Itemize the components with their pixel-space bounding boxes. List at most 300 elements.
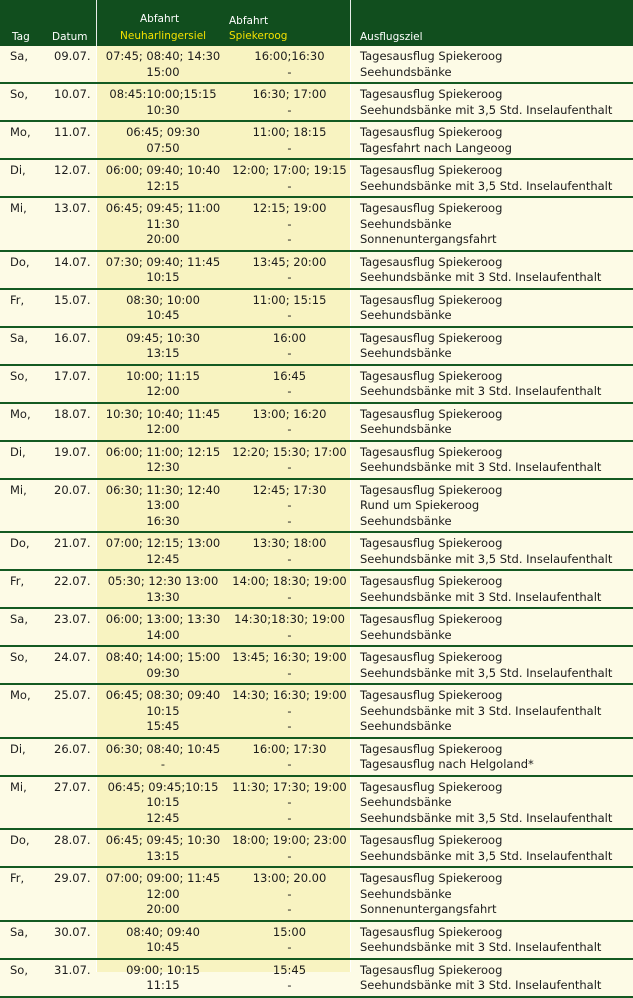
destination-line: Seehundsbänke	[360, 422, 452, 436]
table-row	[0, 198, 633, 252]
date-cell: 24.07.	[54, 650, 91, 664]
spiekeroog-departures-cell	[229, 125, 350, 156]
date-cell: 30.07.	[54, 924, 91, 939]
table-row	[0, 777, 633, 831]
departure-time-line: 10:15	[146, 703, 180, 718]
departure-time-line: 12:15	[146, 178, 180, 193]
departure-time-line: -	[287, 703, 292, 718]
destination-cell	[360, 125, 512, 156]
destination-cell	[360, 369, 601, 400]
neuharlingersiel-departures-cell	[97, 780, 229, 827]
spiekeroog-departures-cell	[229, 87, 350, 118]
header-spiekeroog: Spiekeroog	[229, 30, 288, 42]
neuharlingersiel-departures-cell	[97, 925, 229, 956]
date-cell: 14.07.	[54, 254, 91, 269]
destination-cell	[360, 49, 502, 80]
neuharlingersiel-departures-cell	[97, 688, 229, 735]
destination-line: Tagesausflug Spiekeroog	[360, 871, 503, 885]
departure-time-line: 05:30; 12:30 13:00	[107, 574, 219, 588]
departure-time-line: -	[287, 940, 292, 954]
header-tag: Tag	[12, 31, 30, 43]
header-abfahrt-neuharlingersiel: Abfahrt	[140, 13, 180, 25]
day-cell: Do,	[10, 833, 30, 847]
departure-time-line: -	[287, 978, 292, 992]
destination-line: Tagesausflug Spiekeroog	[360, 482, 503, 497]
departure-time-line: 07:00; 12:15; 13:00	[105, 536, 221, 550]
header-datum: Datum	[52, 31, 88, 43]
table-row	[0, 960, 633, 998]
day-cell: So,	[10, 650, 28, 664]
table-row	[0, 922, 633, 960]
spiekeroog-departures-cell	[229, 369, 350, 400]
date-cell: 11.07.	[54, 125, 91, 139]
departure-time-line: 18:00; 19:00; 23:00	[232, 833, 347, 847]
destination-line: Seehundsbänke	[360, 513, 452, 528]
neuharlingersiel-departures-cell	[97, 536, 229, 567]
destination-cell	[360, 445, 601, 476]
departure-time-line: -	[160, 757, 166, 771]
destination-cell	[360, 483, 502, 530]
departure-time-line: -	[287, 140, 292, 155]
date-cell: 22.07.	[54, 574, 91, 588]
destination-line: Tagesfahrt nach Langeoog	[360, 140, 512, 155]
table-row	[0, 685, 633, 739]
departure-time-line: 10:45	[146, 940, 180, 954]
date-cell: 28.07.	[54, 833, 91, 847]
table-row	[0, 366, 633, 404]
departure-time-line: 13:00; 16:20	[252, 406, 327, 421]
departure-time-line: -	[287, 627, 292, 642]
departure-time-line: 09:45; 10:30	[126, 330, 200, 345]
table-row	[0, 46, 633, 84]
neuharlingersiel-departures-cell	[97, 650, 229, 681]
departure-time-line: -	[287, 810, 292, 825]
departure-time-line: 11:00; 15:15	[252, 292, 327, 307]
departure-time-line: 13:15	[146, 346, 180, 360]
day-cell: Fr,	[10, 292, 25, 307]
destination-line: Tagesausflug Spiekeroog	[360, 444, 503, 459]
departure-time-line: -	[287, 64, 292, 79]
destination-line: Seehundsbänke	[360, 64, 452, 79]
departure-time-line: 10:30; 10:40; 11:45	[105, 406, 221, 421]
table-row	[0, 160, 633, 198]
table-body	[0, 46, 633, 998]
destination-cell	[360, 780, 612, 827]
destination-line: Tagesausflug Spiekeroog	[360, 924, 503, 939]
destination-cell	[360, 201, 502, 248]
spiekeroog-departures-cell	[229, 49, 350, 80]
departure-time-line: -	[287, 498, 292, 512]
day-cell: Di,	[10, 444, 26, 459]
departure-time-line: 12:00; 17:00; 19:15	[232, 163, 347, 177]
departure-time-line: -	[287, 102, 292, 117]
departure-time-line: 12:00	[146, 422, 180, 436]
destination-line: Tagesausflug Spiekeroog	[360, 779, 503, 794]
table-row	[0, 252, 633, 290]
destination-line: Tagesausflug Spiekeroog	[360, 368, 503, 383]
day-cell: Mi,	[10, 482, 27, 497]
destination-line: Tagesausflug Spiekeroog	[360, 163, 503, 177]
day-cell: Di,	[10, 163, 26, 177]
destination-line: Sonnenuntergangsfahrt	[360, 232, 497, 246]
departure-time-line: 06:00; 09:40; 10:40	[105, 163, 221, 177]
destination-line: Tagesausflug Spiekeroog	[360, 201, 503, 215]
departure-time-line: 14:00; 18:30; 19:00	[232, 574, 347, 588]
destination-line: Rund um Spiekeroog	[360, 498, 480, 512]
date-cell: 19.07.	[54, 444, 91, 459]
departure-time-line: 13:45; 20:00	[252, 254, 327, 269]
destination-line: Seehundsbänke	[360, 795, 452, 809]
departure-time-line: 06:00; 11:00; 12:15	[105, 444, 221, 459]
departure-time-line: -	[287, 719, 292, 733]
destination-line: Seehundsbänke mit 3 Std. Inselaufenthalt	[360, 940, 602, 954]
departure-time-line: -	[287, 308, 292, 322]
neuharlingersiel-departures-cell	[97, 742, 229, 773]
destination-line: Seehundsbänke	[360, 216, 452, 231]
date-cell: 29.07.	[54, 871, 91, 885]
table-row	[0, 328, 633, 366]
departure-time-line: 06:45; 09:45; 11:00	[105, 201, 221, 215]
destination-line: Tagesausflug Spiekeroog	[360, 574, 503, 588]
destination-line: Tagesausflug Spiekeroog	[360, 292, 503, 307]
departure-time-line: 12:20; 15:30; 17:00	[232, 444, 347, 459]
destination-line: Seehundsbänke mit 3,5 Std. Inselaufenthalt	[360, 551, 613, 566]
destination-line: Seehundsbänke mit 3,5 Std. Inselaufenthalt	[360, 102, 613, 117]
date-cell: 23.07.	[54, 612, 91, 626]
date-cell: 26.07.	[54, 741, 91, 756]
date-cell: 20.07.	[54, 482, 91, 497]
neuharlingersiel-departures-cell	[97, 612, 229, 643]
day-cell: Mi,	[10, 201, 27, 215]
destination-cell	[360, 871, 502, 918]
destination-cell	[360, 925, 601, 956]
spiekeroog-departures-cell	[229, 331, 350, 362]
table-row	[0, 290, 633, 328]
departure-time-line: 10:30	[146, 102, 180, 117]
departure-time-line: -	[287, 346, 292, 360]
day-cell: So,	[10, 368, 28, 383]
destination-line: Sonnenuntergangsfahrt	[360, 902, 497, 916]
destination-cell	[360, 536, 612, 567]
spiekeroog-departures-cell	[229, 574, 350, 605]
departure-time-line: 10:15	[146, 795, 180, 809]
day-cell: Mi,	[10, 779, 27, 794]
date-cell: 10.07.	[54, 87, 91, 101]
departure-time-line: 16:45	[272, 368, 307, 383]
departure-time-line: -	[287, 795, 292, 809]
destination-line: Seehundsbänke	[360, 627, 452, 642]
departure-time-line: 16:00;16:30	[254, 49, 325, 63]
departure-time-line: -	[287, 902, 292, 916]
neuharlingersiel-departures-cell	[97, 833, 229, 864]
departure-time-line: 14:30; 16:30; 19:00	[232, 688, 347, 702]
departure-time-line: 15:00	[272, 924, 307, 939]
neuharlingersiel-departures-cell	[97, 255, 229, 286]
day-cell: Do,	[10, 536, 30, 550]
day-cell: Sa,	[10, 924, 29, 939]
destination-line: Seehundsbänke mit 3,5 Std. Inselaufenthalt	[360, 178, 613, 193]
date-cell: 25.07.	[54, 688, 91, 702]
neuharlingersiel-departures-cell	[97, 293, 229, 324]
departure-time-line: 07:50	[146, 140, 180, 155]
spiekeroog-departures-cell	[229, 163, 350, 194]
spiekeroog-departures-cell	[229, 201, 350, 248]
neuharlingersiel-departures-cell	[97, 445, 229, 476]
destination-line: Seehundsbänke mit 3 Std. Inselaufenthalt	[360, 703, 602, 718]
destination-line: Tagesausflug Spiekeroog	[360, 833, 503, 847]
departure-time-line: 14:30;18:30; 19:00	[234, 612, 345, 626]
departure-time-line: -	[287, 665, 292, 680]
destination-cell	[360, 612, 502, 643]
departure-time-line: 08:45:10:00;15:15	[109, 87, 217, 101]
table-row	[0, 647, 633, 685]
table-row	[0, 830, 633, 868]
table-row	[0, 404, 633, 442]
departure-time-line: 07:45; 08:40; 14:30	[105, 49, 221, 63]
destination-line: Seehundsbänke mit 3,5 Std. Inselaufenthalt	[360, 810, 613, 825]
spiekeroog-departures-cell	[229, 742, 350, 773]
departure-time-line: 13:00; 20.00	[252, 871, 327, 885]
neuharlingersiel-departures-cell	[97, 483, 229, 530]
departure-time-line: 07:00; 09:00; 11:45	[105, 871, 221, 885]
table-row	[0, 442, 633, 480]
departure-time-line: 16:30; 17:00	[252, 87, 327, 101]
table-row	[0, 122, 633, 160]
destination-line: Tagesausflug Spiekeroog	[360, 125, 503, 139]
departure-time-line: 08:30; 10:00	[126, 292, 200, 307]
table-row	[0, 571, 633, 609]
destination-line: Seehundsbänke	[360, 346, 452, 360]
departure-time-line: -	[287, 422, 292, 436]
table-header	[0, 0, 633, 46]
date-cell: 18.07.	[54, 406, 91, 421]
departure-time-line: 11:30; 17:30; 19:00	[232, 779, 347, 794]
day-cell: Fr,	[10, 871, 25, 885]
departure-time-line: 12:30	[146, 460, 180, 474]
date-cell: 17.07.	[54, 368, 91, 383]
destination-line: Seehundsbänke mit 3 Std. Inselaufenthalt	[360, 589, 602, 604]
spiekeroog-departures-cell	[229, 871, 350, 918]
table-row	[0, 84, 633, 122]
destination-cell	[360, 963, 601, 994]
departure-time-line: -	[287, 232, 292, 246]
departure-time-line: 08:40; 09:40	[126, 924, 200, 939]
departure-time-line: 20:00	[146, 902, 180, 916]
destination-line: Seehundsbänke mit 3,5 Std. Inselaufenthalt	[360, 665, 613, 680]
destination-line: Seehundsbänke mit 3 Std. Inselaufenthalt	[360, 460, 602, 474]
spiekeroog-departures-cell	[229, 688, 350, 735]
day-cell: Sa,	[10, 612, 29, 626]
date-cell: 09.07.	[54, 49, 91, 63]
departure-time-line: 13:30; 18:00	[252, 536, 327, 550]
destination-line: Tagesausflug Spiekeroog	[360, 87, 503, 101]
date-cell: 16.07.	[54, 330, 91, 345]
neuharlingersiel-departures-cell	[97, 331, 229, 362]
departure-time-line: -	[287, 589, 292, 604]
spiekeroog-departures-cell	[229, 780, 350, 827]
departure-time-line: 15:45	[272, 962, 307, 977]
departure-time-line: -	[287, 178, 292, 193]
day-cell: Di,	[10, 741, 26, 756]
destination-line: Seehundsbänke mit 3 Std. Inselaufenthalt	[360, 270, 602, 284]
departure-time-line: 07:30; 09:40; 11:45	[105, 254, 221, 269]
departure-time-line: 06:30; 11:30; 12:40	[105, 482, 221, 497]
departure-time-line: 13:00	[146, 498, 180, 512]
spiekeroog-departures-cell	[229, 445, 350, 476]
day-cell: Fr,	[10, 574, 25, 588]
departure-time-line: 16:00; 17:30	[252, 741, 327, 756]
date-cell: 15.07.	[54, 292, 91, 307]
neuharlingersiel-departures-cell	[97, 125, 229, 156]
spiekeroog-departures-cell	[229, 483, 350, 530]
departure-time-line: 06:45; 08:30; 09:40	[105, 688, 221, 702]
header-ausflugsziel: Ausflugsziel	[360, 31, 423, 43]
date-cell: 13.07.	[54, 201, 91, 215]
destination-line: Tagesausflug Spiekeroog	[360, 536, 503, 550]
destination-line: Tagesausflug Spiekeroog	[360, 688, 503, 702]
departure-time-line: 12:00	[146, 384, 180, 398]
spiekeroog-departures-cell	[229, 612, 350, 643]
destination-cell	[360, 650, 612, 681]
departure-time-line: 13:45; 16:30; 19:00	[232, 650, 347, 664]
spiekeroog-departures-cell	[229, 963, 350, 994]
departure-time-line: 11:30	[146, 216, 180, 231]
departure-time-line: 10:00; 11:15	[126, 368, 200, 383]
spiekeroog-departures-cell	[229, 925, 350, 956]
departure-time-line: -	[287, 384, 292, 398]
departure-time-line: 16:30	[146, 513, 180, 528]
destination-line: Tagesausflug Spiekeroog	[360, 49, 503, 63]
day-cell: Sa,	[10, 49, 29, 63]
destination-line: Tagesausflug Spiekeroog	[360, 650, 503, 664]
departure-time-line: 11:15	[146, 978, 180, 992]
destination-line: Tagesausflug Spiekeroog	[360, 406, 503, 421]
date-cell: 31.07.	[54, 962, 91, 977]
departure-time-line: 12:15; 19:00	[252, 201, 327, 215]
day-cell: Do,	[10, 254, 30, 269]
departure-time-line: 06:45; 09:30	[126, 125, 200, 139]
departure-time-line: 12:45	[146, 551, 180, 566]
header-abfahrt-spiekeroog: Abfahrt	[229, 15, 269, 27]
departure-time-line: -	[287, 460, 292, 474]
neuharlingersiel-departures-cell	[97, 407, 229, 438]
destination-cell	[360, 407, 502, 438]
destination-cell	[360, 331, 502, 362]
destination-cell	[360, 742, 534, 773]
day-cell: Sa,	[10, 330, 29, 345]
departure-time-line: -	[287, 270, 292, 284]
destination-line: Seehundsbänke	[360, 308, 452, 322]
departure-time-line: 09:30	[146, 665, 180, 680]
destination-cell	[360, 87, 612, 118]
departure-time-line: -	[287, 551, 292, 566]
departure-time-line: 12:45; 17:30	[252, 482, 327, 497]
destination-line: Tagesausflug Spiekeroog	[360, 330, 503, 345]
destination-cell	[360, 688, 601, 735]
departure-time-line: 14:00	[146, 627, 180, 642]
destination-line: Tagesausflug Spiekeroog	[360, 254, 503, 269]
departure-time-line: -	[287, 886, 292, 901]
destination-cell	[360, 574, 601, 605]
destination-line: Seehundsbänke mit 3,5 Std. Inselaufenthalt	[360, 848, 613, 863]
neuharlingersiel-departures-cell	[97, 963, 229, 994]
day-cell: So,	[10, 962, 28, 977]
departure-time-line: 12:00	[146, 886, 180, 901]
destination-cell	[360, 255, 601, 286]
neuharlingersiel-departures-cell	[97, 201, 229, 248]
destination-line: Tagesausflug Spiekeroog	[360, 612, 503, 626]
destination-line: Tagesausflug nach Helgoland*	[360, 757, 534, 771]
departure-time-line: -	[287, 848, 292, 863]
table-row	[0, 533, 633, 571]
departure-time-line: 06:45; 09:45;10:15	[107, 779, 219, 794]
date-cell: 12.07.	[54, 163, 91, 177]
destination-line: Tagesausflug Spiekeroog	[360, 741, 503, 756]
destination-cell	[360, 163, 612, 194]
departure-time-line: 08:40; 14:00; 15:00	[105, 650, 221, 664]
destination-cell	[360, 833, 612, 864]
neuharlingersiel-departures-cell	[97, 871, 229, 918]
destination-line: Seehundsbänke	[360, 719, 452, 733]
departure-time-line: -	[287, 757, 292, 771]
day-cell: Mo,	[10, 688, 31, 702]
day-cell: Mo,	[10, 125, 31, 139]
departure-time-line: 09:00; 10:15	[126, 962, 200, 977]
spiekeroog-departures-cell	[229, 407, 350, 438]
departure-time-line: 13:30	[146, 589, 180, 604]
departure-time-line: 20:00	[146, 232, 180, 246]
table-row	[0, 480, 633, 534]
departure-time-line: -	[287, 513, 292, 528]
destination-line: Seehundsbänke mit 3 Std. Inselaufenthalt	[360, 384, 602, 398]
departure-time-line: 10:45	[146, 308, 180, 322]
table-row	[0, 868, 633, 922]
departure-time-line: 06:00; 13:00; 13:30	[105, 612, 221, 626]
destination-line: Tagesausflug Spiekeroog	[360, 962, 503, 977]
destination-line: Seehundsbänke mit 3 Std. Inselaufenthalt	[360, 978, 602, 992]
departure-time-line: 11:00; 18:15	[252, 125, 327, 139]
spiekeroog-departures-cell	[229, 293, 350, 324]
spiekeroog-departures-cell	[229, 536, 350, 567]
departure-time-line: 16:00	[272, 330, 307, 345]
date-cell: 21.07.	[54, 536, 91, 550]
table-row	[0, 739, 633, 777]
neuharlingersiel-departures-cell	[97, 163, 229, 194]
destination-cell	[360, 293, 502, 324]
spiekeroog-departures-cell	[229, 650, 350, 681]
date-cell: 27.07.	[54, 779, 91, 794]
spiekeroog-departures-cell	[229, 833, 350, 864]
departure-time-line: 06:45; 09:45; 10:30	[105, 833, 221, 847]
departure-time-line: 06:30; 08:40; 10:45	[105, 741, 221, 756]
departure-time-line: -	[287, 216, 292, 231]
day-cell: So,	[10, 87, 28, 101]
neuharlingersiel-departures-cell	[97, 87, 229, 118]
departure-time-line: 12:45	[146, 810, 180, 825]
spiekeroog-departures-cell	[229, 255, 350, 286]
departure-time-line: 15:00	[146, 64, 180, 79]
departure-time-line: 10:15	[146, 270, 180, 284]
neuharlingersiel-departures-cell	[97, 574, 229, 605]
table-row	[0, 609, 633, 647]
header-neuharlingersiel: Neuharlingersiel	[120, 30, 207, 42]
neuharlingersiel-departures-cell	[97, 49, 229, 80]
neuharlingersiel-departures-cell	[97, 369, 229, 400]
departure-time-line: 13:15	[146, 848, 180, 863]
day-cell: Mo,	[10, 406, 31, 421]
departure-time-line: 15:45	[146, 719, 180, 733]
destination-line: Seehundsbänke	[360, 886, 452, 901]
